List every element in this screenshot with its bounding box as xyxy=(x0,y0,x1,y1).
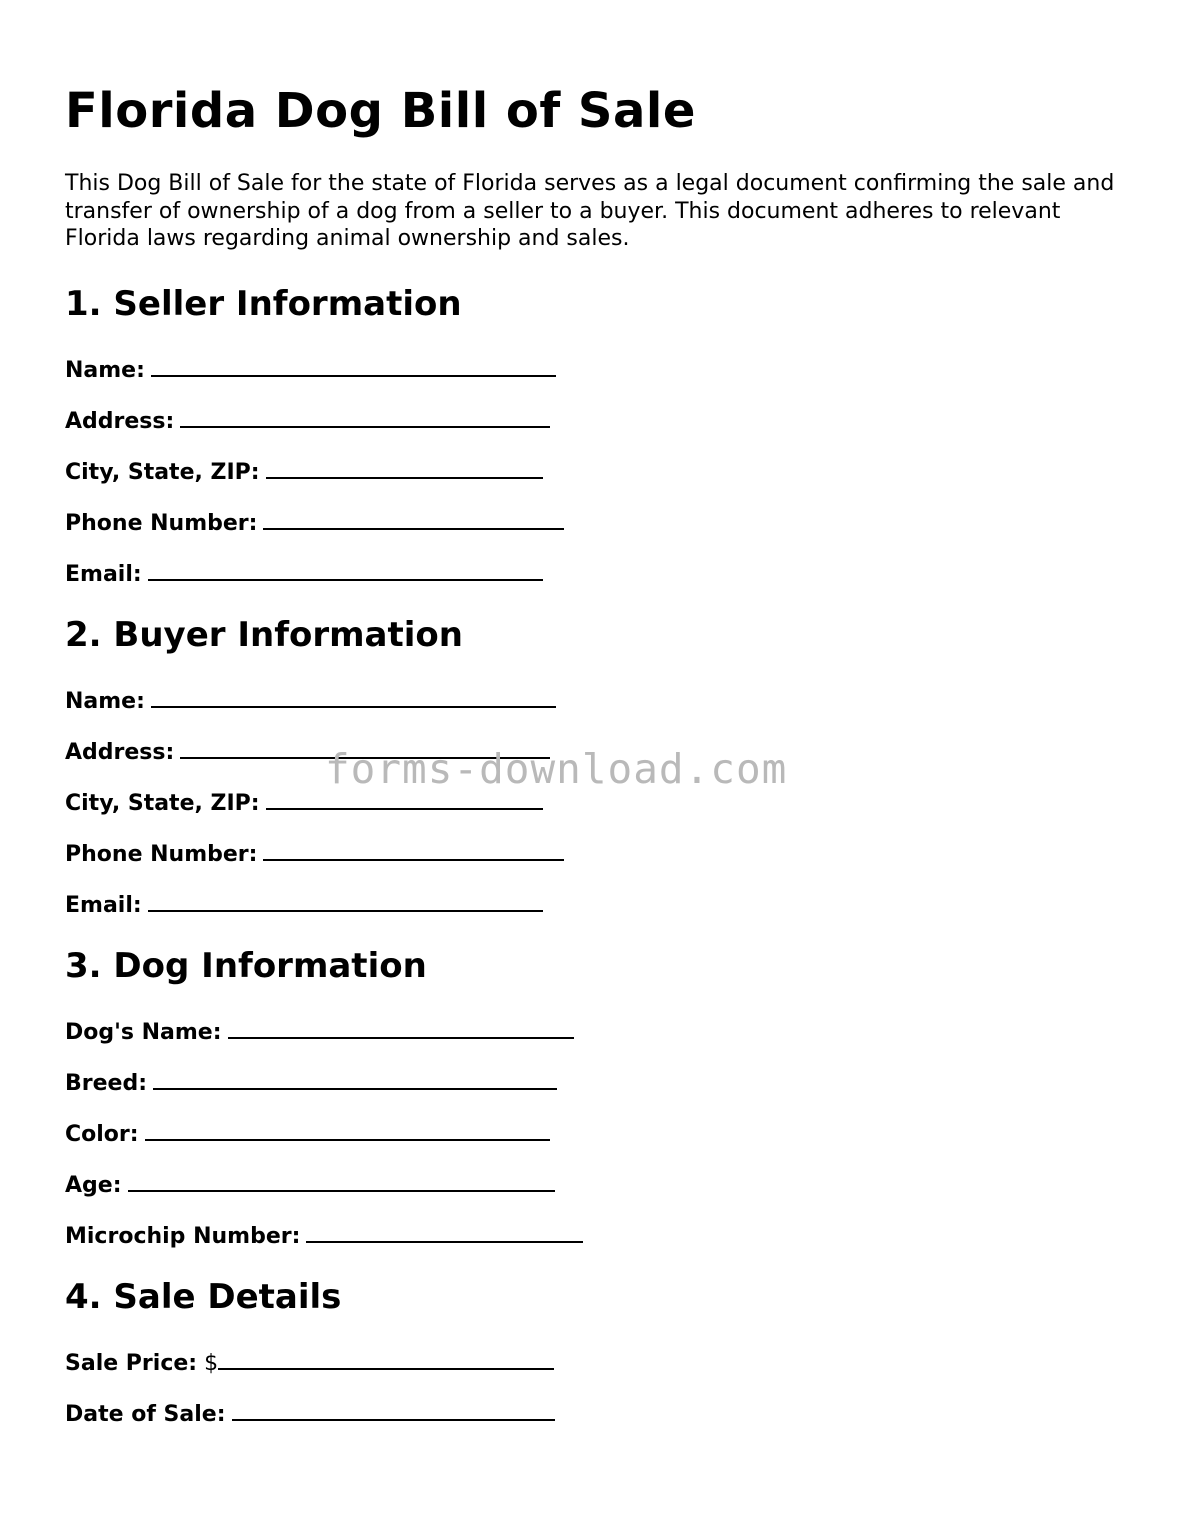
buyer-section xyxy=(65,613,1125,918)
dog-name-field xyxy=(65,1017,1125,1045)
buyer-address-field xyxy=(65,737,1125,765)
dog-breed-label: Breed: xyxy=(65,1070,148,1096)
buyer-phone-label: Phone Number: xyxy=(65,841,258,867)
buyer-email-field xyxy=(65,890,1125,918)
dog-name-label: Dog's Name: xyxy=(65,1019,222,1045)
seller-name-field xyxy=(65,355,1125,383)
dog-age-field xyxy=(65,1170,1125,1198)
buyer-city-label: City, State, ZIP: xyxy=(65,790,260,816)
dog-section xyxy=(65,944,1125,1249)
sale-date-input[interactable] xyxy=(232,1399,555,1421)
dog-breed-field xyxy=(65,1068,1125,1096)
seller-city-input[interactable] xyxy=(266,457,543,479)
seller-email-input[interactable] xyxy=(148,559,543,581)
seller-phone-field xyxy=(65,508,1125,536)
dog-heading: 3. Dog Information xyxy=(65,945,427,986)
seller-email-label: Email: xyxy=(65,561,142,587)
dog-color-label: Color: xyxy=(65,1121,139,1147)
intro-paragraph: This Dog Bill of Sale for the state of Florida serves as a legal document confirming the sale and transfer of ownership of a dog from a seller to a buyer. This document adheres to relevant Florida laws regarding animal ownership and sales. xyxy=(65,171,1115,251)
sale-price-currency: $ xyxy=(204,1350,219,1376)
dog-age-label: Age: xyxy=(65,1172,122,1198)
document-title: Florida Dog Bill of Sale xyxy=(65,83,696,139)
buyer-phone-input[interactable] xyxy=(263,839,564,861)
seller-phone-label: Phone Number: xyxy=(65,510,258,536)
buyer-name-field xyxy=(65,686,1125,714)
seller-heading: 1. Seller Information xyxy=(65,283,462,324)
seller-city-label: City, State, ZIP: xyxy=(65,459,260,485)
sale-section xyxy=(65,1275,1125,1427)
sale-heading: 4. Sale Details xyxy=(65,1276,342,1317)
seller-phone-input[interactable] xyxy=(263,508,564,530)
dog-name-input[interactable] xyxy=(228,1017,574,1039)
buyer-name-input[interactable] xyxy=(151,686,556,708)
buyer-email-label: Email: xyxy=(65,892,142,918)
sale-price-input[interactable] xyxy=(218,1348,554,1370)
dog-microchip-field xyxy=(65,1221,1125,1249)
dog-color-field xyxy=(65,1119,1125,1147)
dog-microchip-label: Microchip Number: xyxy=(65,1223,301,1249)
buyer-name-label: Name: xyxy=(65,688,145,714)
document-page xyxy=(65,80,1125,1427)
buyer-phone-field xyxy=(65,839,1125,867)
seller-section xyxy=(65,282,1125,587)
buyer-heading: 2. Buyer Information xyxy=(65,614,463,655)
seller-name-input[interactable] xyxy=(151,355,556,377)
buyer-email-input[interactable] xyxy=(148,890,543,912)
sale-date-label: Date of Sale: xyxy=(65,1401,226,1427)
sale-date-field xyxy=(65,1399,1125,1427)
sale-price-label: Sale Price: xyxy=(65,1350,198,1376)
sale-price-field xyxy=(65,1348,1125,1376)
dog-microchip-input[interactable] xyxy=(306,1221,583,1243)
dog-color-input[interactable] xyxy=(145,1119,550,1141)
buyer-address-label: Address: xyxy=(65,739,175,765)
buyer-city-input[interactable] xyxy=(266,788,543,810)
seller-name-label: Name: xyxy=(65,357,145,383)
seller-email-field xyxy=(65,559,1125,587)
seller-city-field xyxy=(65,457,1125,485)
dog-age-input[interactable] xyxy=(128,1170,555,1192)
buyer-city-field xyxy=(65,788,1125,816)
seller-address-label: Address: xyxy=(65,408,175,434)
dog-breed-input[interactable] xyxy=(153,1068,557,1090)
buyer-address-input[interactable] xyxy=(180,737,550,759)
watermark-text: forms-download.com xyxy=(325,745,788,793)
seller-address-input[interactable] xyxy=(180,406,550,428)
seller-address-field xyxy=(65,406,1125,434)
